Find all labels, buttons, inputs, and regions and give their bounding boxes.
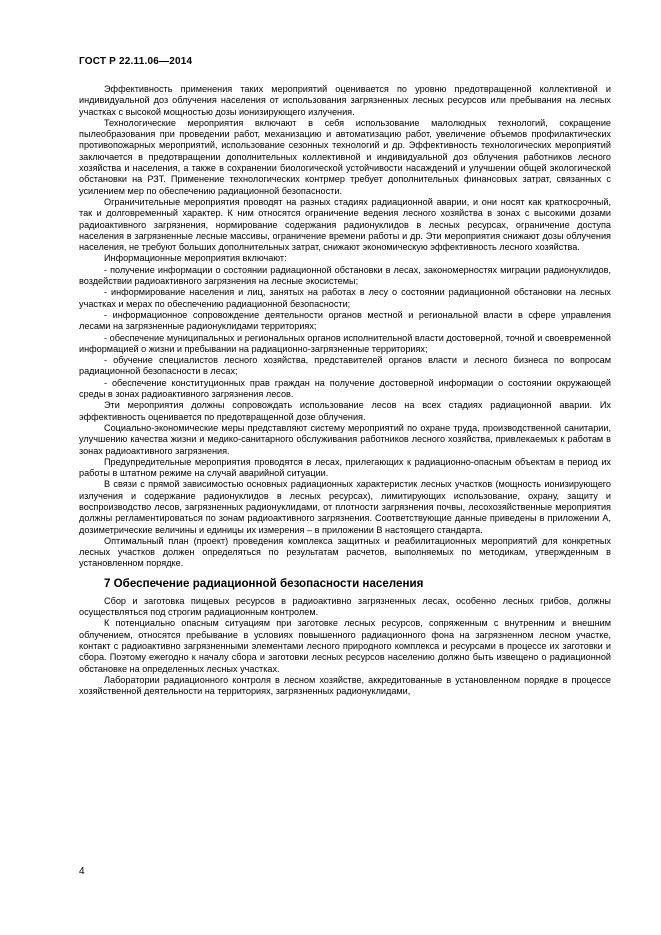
list-item: - обеспечение конституционных прав граждан на получение достоверной информации о состоянии окружающей среды в зонах радиоактивного загрязнения лесов.: [79, 377, 611, 400]
list-item: - информационное сопровождение деятельности органов местной и региональной власти в сфере управления лесами на загрязненные радионуклидами территориях;: [79, 309, 611, 332]
section-heading: 7 Обеспечение радиационной безопасности населения: [104, 576, 424, 590]
paragraph: Сбор и заготовка пищевых ресурсов в радиоактивно загрязненных лесах, особенно лесных грибов, должны осуществляться под строгим радиационным контролем.: [79, 595, 611, 618]
page-header-standard-code: ГОСТ Р 22.11.06—2014: [79, 56, 193, 67]
list-item: - обучение специалистов лесного хозяйства, представителей органов власти и лесного бизнеса по вопросам радиационной безопасности в лесах;: [79, 355, 611, 377]
paragraph: Информационные мероприятия включают:: [104, 253, 287, 264]
paragraph: В связи с прямой зависимостью основных радиационных характеристик лесных участков (мощность ионизирующего излучения и содержание радионуклидов в лесных ресурсах), лимитирующих использование, охрану, защиту и воспроизводство лесов, загрязненных радионуклидами, от плотности загрязнения почвы, лесохозяйственные мероприятия должны регламентироваться по зонам радиоактивного загрязнения. Соответствующие данные приведены в приложении А, дозиметрические величины и единицы их измерения – в приложении В настоящего стандарта.: [79, 479, 611, 535]
page-number: 4: [79, 866, 85, 877]
paragraph: Ограничительные мероприятия проводят на разных стадиях радиационной аварии, и они носят как краткосрочный, так и долговременный характер. К ним относятся ограничение ведения лесного хозяйства в зонах с высокими дозами радиоактивного загрязнения, нормирование содержания радионуклидов в лесных ресурсах, ограничение доступа населения в загрязненные лесные массивы, ограничение времени работы и др. Эти мероприятия снижают дозы облучения населения, не требуют больших дополнительных затрат, снижают экономическую эффективность лесного хозяйства.: [79, 196, 611, 253]
list-item: - информирование населения и лиц, занятых на работах в лесу о состоянии радиационной обстановки на лесных участках и мерах по обеспечению радиационной безопасности;: [79, 287, 611, 309]
paragraph: Социально-экономические меры представляют систему мероприятий по охране труда, производственной санитарии, улучшению качества жизни и медико-санитарного обслуживания работников лесного хозяйства, привлекаемых к работам в зонах радиоактивного загрязнения.: [79, 422, 611, 456]
list-item: - обеспечение муниципальных и региональных органов исполнительной власти достоверной, точной и своевременной информацией о жизни и пребывании на радиационно-загрязненные территориях;: [79, 332, 611, 354]
document-body: [79, 84, 611, 697]
paragraph: Эти мероприятия должны сопровождать использование лесов на всех стадиях радиационной аварии. Их эффективность оценивается по предотвращенной дозе облучения.: [79, 400, 611, 422]
paragraph: Лаборатории радиационного контроля в лесном хозяйстве, аккредитованные в установленном порядке в процессе хозяйственной деятельности на территориях, загрязненных радионуклидами,: [79, 674, 611, 697]
paragraph: Технологические мероприятия включают в себя использование малолюдных технологий, сокращение пылеобразования при проведении работ, механизацию и автоматизацию работ, увеличение объемов профилактических противопожарных мероприятий, использование сезонных технологий и др. Эффективность технологических мероприятий заключается в предотвращении дополнительных коллективной и индивидуальной доз облучения работников лесного хозяйства и населения, а также в сохранении биологической устойчивости насаждений и улучшении общей экологической обстановки на РЗТ. Применение технологических контрмер требует дополнительных финансовых затрат, связанных с усилением мер по обеспечению радиационной безопасности.: [79, 117, 611, 196]
list-item: - получение информации о состоянии радиационной обстановки в лесах, закономерностях миграции радионуклидов, воздействии радиоактивного загрязнения на лесные экосистемы;: [79, 264, 611, 287]
paragraph: Эффективность применения таких мероприятий оценивается по уровню предотвращенной коллективной и индивидуальной доз облучения населения от использования загрязненных лесных ресурсов или пребывания на лесных участках с высокой мощностью дозы ионизирующего излучения.: [79, 84, 611, 117]
paragraph: К потенциально опасным ситуациям при заготовке лесных ресурсов, сопряженным с внутренним и внешним облучением, относятся пребывание в условиях повышенного радиационного фона на загрязненном лесном участке, контакт с радиоактивно загрязненными элементами лесного природного комплекса и ресурсами в процессе их заготовки и сбора. Поэтому ежегодно к началу сбора и заготовки лесных ресурсов населению должно быть извещено о радиационной обстановке на определенных лесных участках.: [79, 618, 611, 674]
paragraph: Предупредительные мероприятия проводятся в лесах, прилегающих к радиационно-опасным объектам в период их работы в штатном режиме на случай аварийной ситуации.: [79, 456, 611, 479]
paragraph: Оптимальный план (проект) проведения комплекса защитных и реабилитационных мероприятий для конкретных лесных участков должен определяться по результатам расчетов, выполняемых по методикам, утвержденным в установленном порядке.: [79, 535, 611, 569]
